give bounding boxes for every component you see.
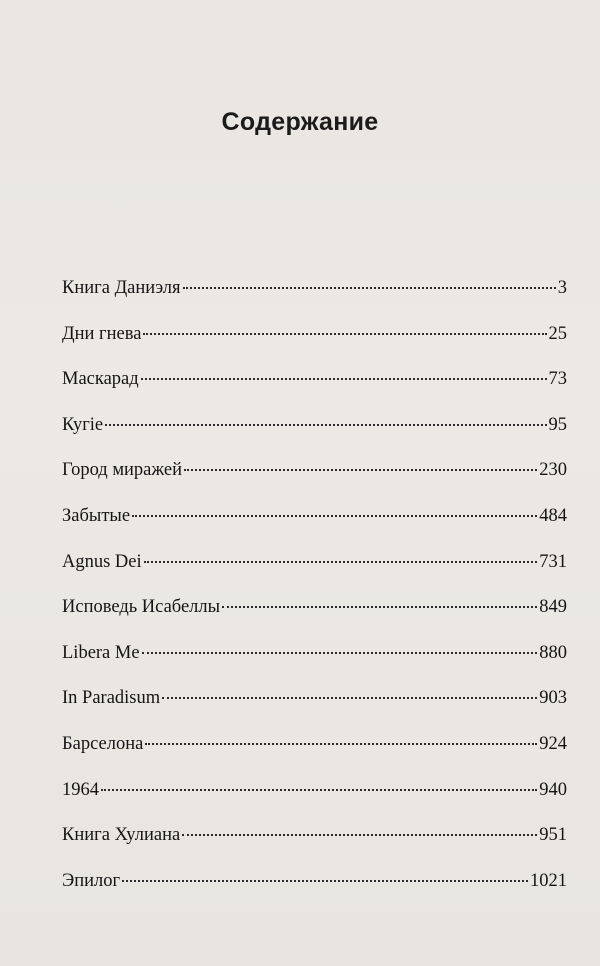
toc-entry-page: 951 <box>539 825 567 846</box>
dot-leader <box>145 743 537 745</box>
toc-entry <box>62 552 567 598</box>
toc-entry <box>62 369 567 415</box>
dot-leader <box>183 287 556 289</box>
dot-leader <box>132 515 537 517</box>
dot-leader <box>222 606 537 608</box>
table-of-contents <box>62 278 567 916</box>
toc-entry-title: In Paradisum <box>62 688 161 709</box>
page-title: Содержание <box>221 108 379 136</box>
toc-entry-title: Исповедь Исабеллы <box>62 597 221 618</box>
toc-entry-title: Кугіе <box>62 414 104 435</box>
toc-entry-title: Забытые <box>62 505 131 526</box>
dot-leader <box>184 469 537 471</box>
toc-entry-page: 73 <box>548 369 567 390</box>
toc-entry-title: 1964 <box>62 779 99 800</box>
dot-leader <box>143 333 546 335</box>
toc-entry <box>62 506 567 552</box>
toc-entry-page: 1021 <box>530 870 567 891</box>
dot-leader <box>144 561 538 563</box>
toc-entry <box>62 278 567 324</box>
toc-entry-page: 849 <box>539 597 567 618</box>
dot-leader <box>105 424 546 426</box>
toc-entry-page: 95 <box>548 414 567 435</box>
toc-entry-title: Эпилог <box>62 870 121 891</box>
toc-entry <box>62 734 567 780</box>
toc-entry-title: Маскарад <box>62 369 139 390</box>
toc-entry <box>62 597 567 643</box>
toc-entry <box>62 324 567 370</box>
toc-entry <box>62 871 567 917</box>
toc-entry-page: 924 <box>539 733 567 754</box>
toc-entry-page: 903 <box>539 688 567 709</box>
toc-entry-page: 940 <box>539 779 567 800</box>
dot-leader <box>141 378 547 380</box>
toc-entry <box>62 415 567 461</box>
toc-entry <box>62 460 567 506</box>
toc-entry-page: 25 <box>548 323 567 344</box>
toc-entry-page: 880 <box>539 642 567 663</box>
toc-entry <box>62 825 567 871</box>
dot-leader <box>142 652 538 654</box>
toc-entry-title: Libera Me <box>62 642 140 663</box>
toc-entry-page: 731 <box>539 551 567 572</box>
toc-entry-page: 3 <box>557 278 567 298</box>
toc-entry-title: Agnus Dei <box>62 551 142 572</box>
toc-entry-title: Книга Хулиана <box>62 825 181 846</box>
toc-entry-title: Дни гнева <box>62 323 142 344</box>
toc-entry-title: Книга Даниэля <box>62 278 181 298</box>
dot-leader <box>182 834 537 836</box>
dot-leader <box>101 789 537 791</box>
toc-entry-page: 230 <box>539 460 567 481</box>
toc-entry <box>62 688 567 734</box>
toc-entry-title: Барселона <box>62 733 144 754</box>
toc-entry-page: 484 <box>539 505 567 526</box>
dot-leader <box>162 697 537 699</box>
toc-entry <box>62 780 567 826</box>
toc-entry-title: Город миражей <box>62 460 183 481</box>
toc-entry <box>62 643 567 689</box>
dot-leader <box>122 880 528 882</box>
